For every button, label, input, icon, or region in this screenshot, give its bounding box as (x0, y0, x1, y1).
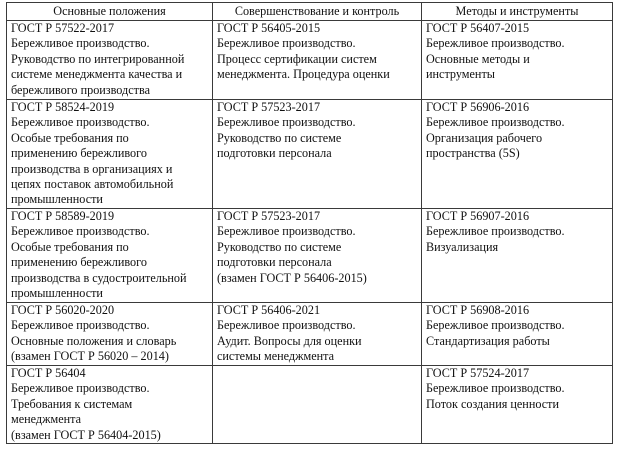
standard-description-line: бережливого производства (11, 82, 150, 97)
standard-description-line: Организация рабочего (426, 130, 543, 145)
table-row (7, 209, 613, 303)
header-basic-provisions: Основные положения (7, 3, 213, 21)
standard-description-line: менеджмента (11, 412, 82, 427)
table-cell-methods-tools (422, 366, 613, 444)
standard-description-line: промышленности (11, 286, 103, 301)
table-cell-methods-tools (422, 21, 613, 100)
standard-description-line: Бережливое производство. (426, 381, 565, 396)
standard-description-line: Аудит. Вопросы для оценки (217, 333, 362, 348)
standard-code: ГОСТ Р 58524-2019 (11, 100, 115, 114)
standard-code: ГОСТ Р 57524-2017 (426, 366, 530, 380)
gost-standards-table (6, 2, 613, 444)
header-improvement-control: Совершенствование и контроль (213, 3, 422, 21)
standard-code: ГОСТ Р 56907-2016 (426, 209, 530, 223)
standard-description-line: Бережливое производство. (11, 36, 150, 51)
standard-description-line: промышленности (11, 192, 103, 207)
standard-description-line: пространства (5S) (426, 146, 520, 161)
standard-description-line: Бережливое производство. (11, 224, 150, 239)
standard-description-line: (взамен ГОСТ Р 56406-2015) (217, 270, 367, 285)
standard-description-line: Стандартизация работы (426, 333, 550, 348)
standard-description-line: Бережливое производство. (426, 115, 565, 130)
standard-description-line: подготовки персонала (217, 255, 332, 270)
standard-description-line: Бережливое производство. (217, 224, 356, 239)
standard-code: ГОСТ Р 56406-2021 (217, 303, 321, 317)
standard-description-line: Бережливое производство. (426, 224, 565, 239)
standard-description-line: подготовки персонала (217, 146, 332, 161)
standard-description-line: Особые требования по (11, 239, 129, 254)
standard-description-line: Бережливое производство. (426, 36, 565, 51)
standard-description-line: применению бережливого (11, 255, 147, 270)
standard-code: ГОСТ Р 56407-2015 (426, 21, 530, 35)
standard-description-line: цепях поставок автомобильной (11, 177, 174, 192)
standard-description-line: Бережливое производство. (11, 318, 150, 333)
table-cell-methods-tools (422, 100, 613, 209)
standard-code: ГОСТ Р 57523-2017 (217, 209, 321, 223)
table-cell-basic-provisions (7, 209, 213, 303)
standard-code: ГОСТ Р 57523-2017 (217, 100, 321, 114)
standard-description-line: Особые требования по (11, 130, 129, 145)
standard-code: ГОСТ Р 56906-2016 (426, 100, 530, 114)
standard-code: ГОСТ Р 56404 (11, 366, 86, 380)
table-cell-improvement-control (213, 100, 422, 209)
standard-code: ГОСТ Р 56405-2015 (217, 21, 321, 35)
table-cell-basic-provisions (7, 366, 213, 444)
standard-description-line: применению бережливого (11, 146, 147, 161)
standard-description-line: Визуализация (426, 239, 499, 254)
standard-description-line: системе менеджмента качества и (11, 67, 183, 82)
standard-code: ГОСТ Р 58589-2019 (11, 209, 115, 223)
standard-description-line: Бережливое производство. (217, 115, 356, 130)
table-cell-basic-provisions (7, 21, 213, 100)
standard-description-line: Бережливое производство. (11, 115, 150, 130)
standard-description-line: Руководство по системе (217, 130, 342, 145)
standard-description-line: Требования к системам (11, 396, 133, 411)
table-row (7, 100, 613, 209)
table-cell-basic-provisions (7, 100, 213, 209)
table-cell-basic-provisions (7, 303, 213, 366)
standard-code: ГОСТ Р 56908-2016 (426, 303, 530, 317)
table-row (7, 303, 613, 366)
standard-code: ГОСТ Р 56020-2020 (11, 303, 115, 317)
standard-description-line: Руководство по интегрированной (11, 51, 185, 66)
standard-description-line: Бережливое производство. (217, 36, 356, 51)
standard-description-line: (взамен ГОСТ Р 56404-2015) (11, 427, 161, 442)
table-cell-improvement-control (213, 303, 422, 366)
table-row (7, 21, 613, 100)
table-cell-methods-tools (422, 209, 613, 303)
table-header-row (7, 3, 613, 21)
standard-code: ГОСТ Р 57522-2017 (11, 21, 115, 35)
standard-description-line: Бережливое производство. (217, 318, 356, 333)
table-cell-improvement-control (213, 366, 422, 444)
standard-description-line: системы менеджмента (217, 349, 335, 364)
standard-description-line: Бережливое производство. (11, 381, 150, 396)
standard-description-line: производства в судостроительной (11, 270, 187, 285)
standard-description-line: производства в организациях и (11, 161, 173, 176)
table-cell-methods-tools (422, 303, 613, 366)
standard-description-line: Бережливое производство. (426, 318, 565, 333)
standard-description-line: Руководство по системе (217, 239, 342, 254)
standard-description-line: (взамен ГОСТ Р 56020 – 2014) (11, 349, 169, 364)
table-cell-improvement-control (213, 209, 422, 303)
standard-description-line: Основные положения и словарь (11, 333, 177, 348)
table-cell-improvement-control (213, 21, 422, 100)
standard-description-line: Основные методы и (426, 51, 530, 66)
header-methods-tools: Методы и инструменты (422, 3, 613, 21)
standard-description-line: Поток создания ценности (426, 396, 559, 411)
table-row (7, 366, 613, 444)
standard-description-line: инструменты (426, 67, 495, 82)
standard-description-line: Процесс сертификации систем (217, 51, 377, 66)
standard-description-line: менеджмента. Процедура оценки (217, 67, 390, 82)
